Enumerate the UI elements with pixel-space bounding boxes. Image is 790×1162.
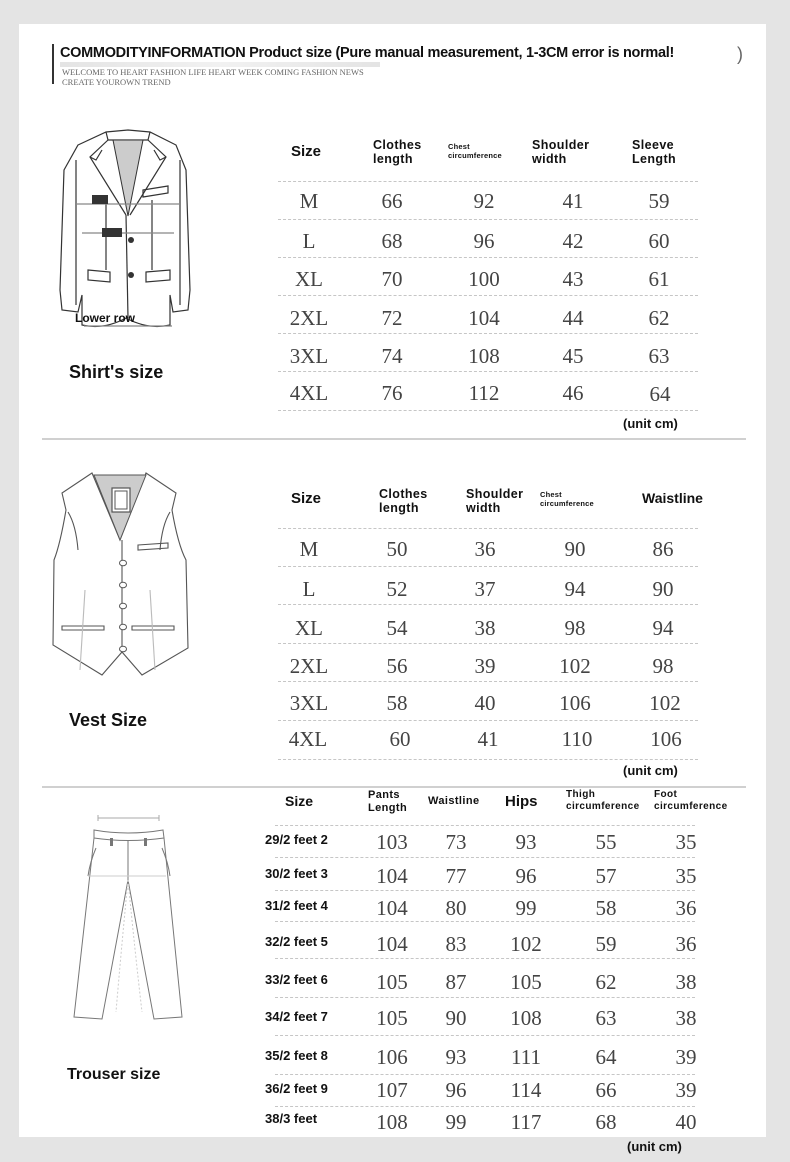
vest-cell: 94: [564, 577, 586, 601]
vest-unit-note: (unit cm): [623, 763, 678, 778]
row-divider: [278, 720, 698, 721]
row-divider: [278, 181, 698, 182]
trouser-cell: 108: [510, 1006, 542, 1030]
vest-cell: 86: [652, 537, 674, 561]
shirt-cell: 62: [648, 306, 670, 330]
trouser-size-label: 34/2 feet 7: [265, 1009, 328, 1024]
trouser-size-label: 38/3 feet: [265, 1111, 318, 1126]
trouser-header-size: Size: [285, 793, 314, 809]
vest-header-clothes-length: Clothes length: [379, 487, 428, 516]
shirt-header-size: Size: [291, 143, 322, 160]
vest-cell: 54: [386, 616, 408, 640]
trouser-size-label: 30/2 feet 3: [265, 866, 328, 881]
vest-cell: 52: [386, 577, 408, 601]
row-divider: [275, 890, 695, 891]
trouser-cell: 66: [595, 1078, 617, 1102]
trouser-size-title: Trouser size: [67, 1066, 161, 1083]
row-divider: [275, 997, 695, 998]
shirt-cell: 61: [648, 267, 670, 291]
trouser-size-label: 36/2 feet 9: [265, 1081, 328, 1096]
vest-cell: 90: [652, 577, 674, 601]
trouser-cell: 68: [595, 1110, 617, 1134]
trouser-header-waistline: Waistline: [428, 795, 480, 807]
vest-cell: 98: [564, 616, 586, 640]
vest-cell: 2XL: [289, 654, 329, 678]
vest-cell: 3XL: [289, 691, 329, 715]
trouser-cell: 96: [515, 864, 537, 888]
shirt-cell: 43: [562, 267, 584, 291]
trouser-cell: 99: [445, 1110, 467, 1134]
section-separator: [42, 786, 746, 788]
trouser-cell: 99: [515, 896, 537, 920]
shirt-cell: M: [299, 189, 319, 213]
lower-row-label: Lower row: [75, 311, 136, 325]
vest-cell: 98: [652, 654, 674, 678]
trouser-cell: 57: [595, 864, 617, 888]
vest-cell: 94: [652, 616, 674, 640]
shirt-cell: 108: [468, 344, 500, 368]
trouser-cell: 77: [445, 864, 467, 888]
trouser-cell: 102: [510, 932, 542, 956]
row-divider: [275, 1106, 695, 1107]
row-divider: [275, 1035, 695, 1036]
shirt-header-sleeve: Sleeve Length: [632, 138, 677, 167]
row-divider: [275, 921, 695, 922]
row-divider: [278, 371, 698, 372]
vest-cell: 110: [561, 727, 593, 751]
row-divider: [278, 681, 698, 682]
vest-cell: 56: [386, 654, 408, 678]
row-divider: [278, 257, 698, 258]
row-divider: [278, 219, 698, 220]
trouser-cell: 39: [675, 1078, 697, 1102]
vest-cell: 102: [559, 654, 591, 678]
vest-cell: 40: [474, 691, 496, 715]
shirt-header-chest: Chest circumference: [448, 142, 502, 160]
row-divider: [278, 410, 698, 411]
trouser-cell: 35: [675, 830, 697, 854]
row-divider: [275, 1074, 695, 1075]
shirt-cell: 60: [648, 229, 670, 253]
vest-cell: 36: [474, 537, 496, 561]
vest-diagram-icon: [50, 470, 190, 690]
trouser-cell: 105: [376, 1006, 408, 1030]
trouser-header-hips: Hips: [505, 793, 538, 810]
vest-cell: 90: [564, 537, 586, 561]
trouser-cell: 83: [445, 932, 467, 956]
trouser-size-label: 33/2 feet 6: [265, 972, 328, 987]
trouser-header-foot: Foot circumference: [654, 789, 728, 812]
trouser-header-thigh: Thigh circumference: [566, 789, 640, 812]
trouser-cell: 93: [515, 830, 537, 854]
row-divider: [275, 958, 695, 959]
trouser-cell: 59: [595, 932, 617, 956]
vest-cell: 38: [474, 616, 496, 640]
trouser-cell: 93: [445, 1045, 467, 1069]
vest-cell: 102: [649, 691, 681, 715]
shirt-size-title: Shirt's size: [69, 362, 164, 382]
trouser-cell: 38: [675, 1006, 697, 1030]
shirt-cell: 45: [562, 344, 584, 368]
shirt-cell: 4XL: [289, 381, 329, 405]
trouser-cell: 104: [376, 896, 408, 920]
trousers-diagram-icon: [66, 812, 186, 1034]
shirt-cell: 74: [381, 344, 403, 368]
shirt-cell: 42: [562, 229, 584, 253]
trouser-cell: 35: [675, 864, 697, 888]
trouser-size-label: 29/2 feet 2: [265, 832, 328, 847]
shirt-cell: 92: [473, 189, 495, 213]
trouser-unit-note: (unit cm): [627, 1139, 682, 1154]
shirt-cell: 66: [381, 189, 403, 213]
shirt-header-shoulder: Shoulder width: [532, 138, 590, 167]
header-subtitle-2: CREATE YOUROWN TREND: [62, 77, 171, 87]
trouser-cell: 62: [595, 970, 617, 994]
trouser-cell: 104: [376, 864, 408, 888]
shirt-cell: 46: [562, 381, 584, 405]
trouser-cell: 105: [510, 970, 542, 994]
trouser-cell: 104: [376, 932, 408, 956]
trouser-cell: 106: [376, 1045, 408, 1069]
vest-cell: 58: [386, 691, 408, 715]
trouser-size-label: 31/2 feet 4: [265, 898, 328, 913]
trouser-cell: 63: [595, 1006, 617, 1030]
trouser-cell: 107: [376, 1078, 408, 1102]
trouser-cell: 39: [675, 1045, 697, 1069]
title-closing-paren: ): [737, 44, 743, 64]
page-title: COMMODITYINFORMATION Product size (Pure manual measurement, 1-3CM error is normal!: [60, 45, 675, 61]
vest-cell: 39: [474, 654, 496, 678]
shirt-cell: 100: [468, 267, 500, 291]
row-divider: [275, 857, 695, 858]
shirt-cell: 72: [381, 306, 403, 330]
vest-cell: 50: [386, 537, 408, 561]
row-divider: [278, 528, 698, 529]
row-divider: [278, 643, 698, 644]
shirt-cell: 104: [468, 306, 500, 330]
header-subtitle-1: WELCOME TO HEART FASHION LIFE HEART WEEK COMING FASHION NEWS: [62, 67, 364, 77]
vest-size-title: Vest Size: [69, 710, 148, 730]
shirt-cell: 2XL: [289, 306, 329, 330]
shirt-cell: 3XL: [289, 344, 329, 368]
vest-header-size: Size: [291, 490, 322, 507]
shirt-cell: 68: [381, 229, 403, 253]
shirt-cell: 70: [381, 267, 403, 291]
trouser-cell: 36: [675, 932, 697, 956]
row-divider: [278, 333, 698, 334]
trouser-cell: 38: [675, 970, 697, 994]
vest-cell: L: [302, 577, 316, 601]
shirt-cell: 63: [648, 344, 670, 368]
trouser-cell: 96: [445, 1078, 467, 1102]
trouser-cell: 80: [445, 896, 467, 920]
vest-cell: 106: [559, 691, 591, 715]
trouser-cell: 87: [445, 970, 467, 994]
trouser-cell: 64: [595, 1045, 617, 1069]
trouser-header-pants-length: Pants Length: [368, 789, 408, 814]
shirt-cell: L: [302, 229, 316, 253]
trouser-cell: 111: [511, 1045, 541, 1069]
vest-header-waistline: Waistline: [642, 490, 703, 506]
vest-cell: 60: [389, 727, 411, 751]
shirt-cell: 76: [381, 381, 403, 405]
shirt-unit-note: (unit cm): [623, 416, 678, 431]
trouser-size-label: 32/2 feet 5: [265, 934, 328, 949]
jacket-diagram-icon: [48, 120, 198, 340]
trouser-cell: 114: [510, 1078, 542, 1102]
shirt-cell: 44: [562, 306, 584, 330]
row-divider: [275, 825, 695, 826]
trouser-cell: 55: [595, 830, 617, 854]
header-accent-bar: [52, 44, 54, 84]
trouser-cell: 36: [675, 896, 697, 920]
row-divider: [278, 295, 698, 296]
shirt-cell: 59: [648, 189, 670, 213]
shirt-cell: XL: [295, 267, 323, 291]
trouser-cell: 40: [675, 1110, 697, 1134]
trouser-size-label: 35/2 feet 8: [265, 1048, 328, 1063]
vest-header-shoulder: Shoulder width: [466, 487, 524, 516]
shirt-cell: 41: [562, 189, 584, 213]
vest-cell: XL: [295, 616, 323, 640]
vest-cell: 37: [474, 577, 496, 601]
vest-cell: M: [299, 537, 319, 561]
trouser-cell: 58: [595, 896, 617, 920]
shirt-cell: 64: [649, 382, 671, 406]
trouser-cell: 73: [445, 830, 467, 854]
trouser-cell: 90: [445, 1006, 467, 1030]
vest-cell: 4XL: [288, 727, 328, 751]
trouser-cell: 103: [376, 830, 408, 854]
section-separator: [42, 438, 746, 440]
trouser-cell: 108: [376, 1110, 408, 1134]
vest-cell: 106: [650, 727, 682, 751]
shirt-cell: 112: [468, 381, 500, 405]
row-divider: [278, 566, 698, 567]
row-divider: [278, 759, 698, 760]
trouser-cell: 105: [376, 970, 408, 994]
vest-header-chest: Chest circumference: [540, 490, 594, 508]
row-divider: [278, 604, 698, 605]
shirt-cell: 96: [473, 229, 495, 253]
trouser-cell: 117: [510, 1110, 542, 1134]
vest-cell: 41: [477, 727, 499, 751]
shirt-header-clothes-length: Clothes length: [373, 138, 422, 167]
